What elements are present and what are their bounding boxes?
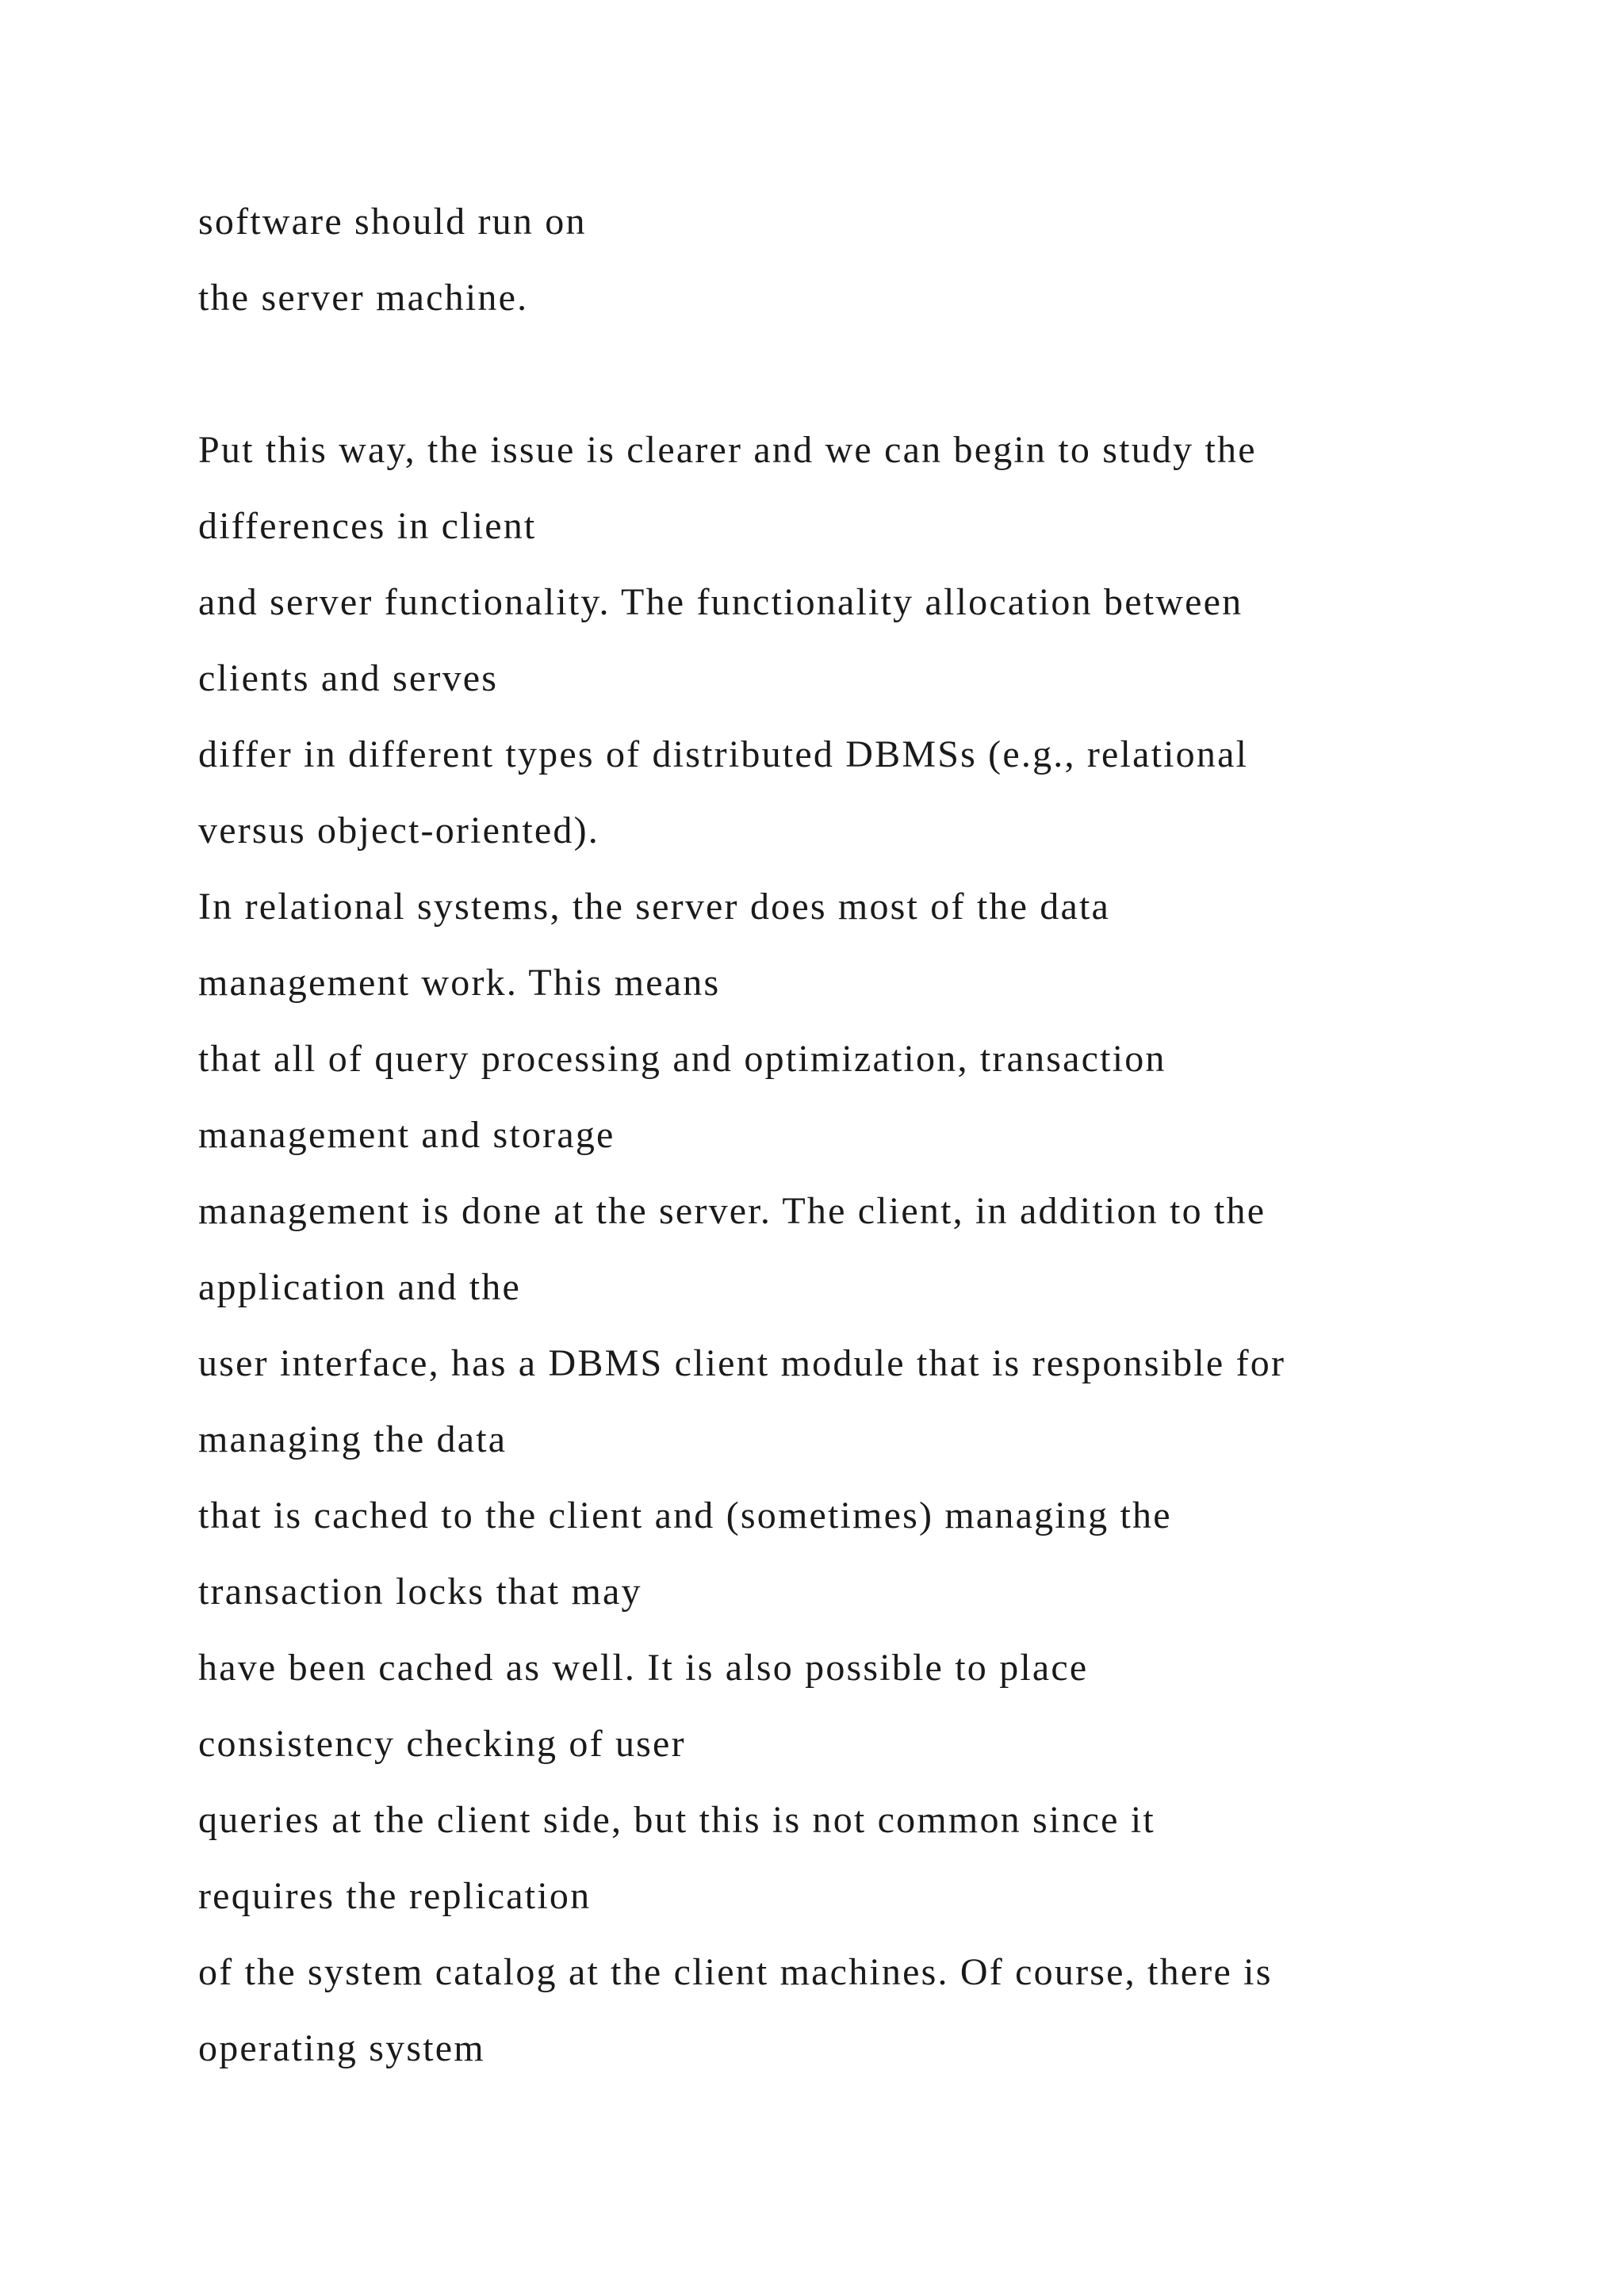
text-line: of the system catalog at the client machines. Of course, there is: [198, 1951, 1273, 1993]
text-line: requires the replication: [198, 1875, 592, 1917]
text-line: management and storage: [198, 1114, 615, 1156]
body-text: [198, 184, 1546, 2087]
text-line: consistency checking of user: [198, 1723, 686, 1765]
text-line: transaction locks that may: [198, 1571, 642, 1613]
text-line: Put this way, the issue is clearer and we can begin to study the: [198, 429, 1257, 471]
text-line: the server machine.: [198, 277, 529, 319]
text-line: managing the data: [198, 1418, 508, 1460]
text-line: differences in client: [198, 505, 537, 547]
text-line: differ in different types of distributed DBMSs (e.g., relational: [198, 733, 1249, 775]
text-line: application and the: [198, 1266, 522, 1308]
text-line: management is done at the server. The client, in addition to the: [198, 1190, 1266, 1232]
text-line: user interface, has a DBMS client module that is responsible for: [198, 1342, 1286, 1384]
text-line: management work. This means: [198, 962, 721, 1004]
text-line: operating system: [198, 2027, 485, 2069]
text-line: queries at the client side, but this is not common since it: [198, 1799, 1155, 1841]
text-line: that is cached to the client and (sometimes) managing the: [198, 1494, 1172, 1536]
text-line: software should run on: [198, 201, 587, 243]
text-line: have been cached as well. It is also possible to place: [198, 1647, 1089, 1689]
text-line: versus object-oriented).: [198, 809, 599, 851]
text-line: and server functionality. The functionality allocation between: [198, 581, 1243, 623]
text-line: In relational systems, the server does most of the data: [198, 886, 1111, 928]
text-line: clients and serves: [198, 657, 499, 699]
paragraph-break: [198, 336, 1546, 412]
text-line: that all of query processing and optimization, transaction: [198, 1038, 1166, 1080]
